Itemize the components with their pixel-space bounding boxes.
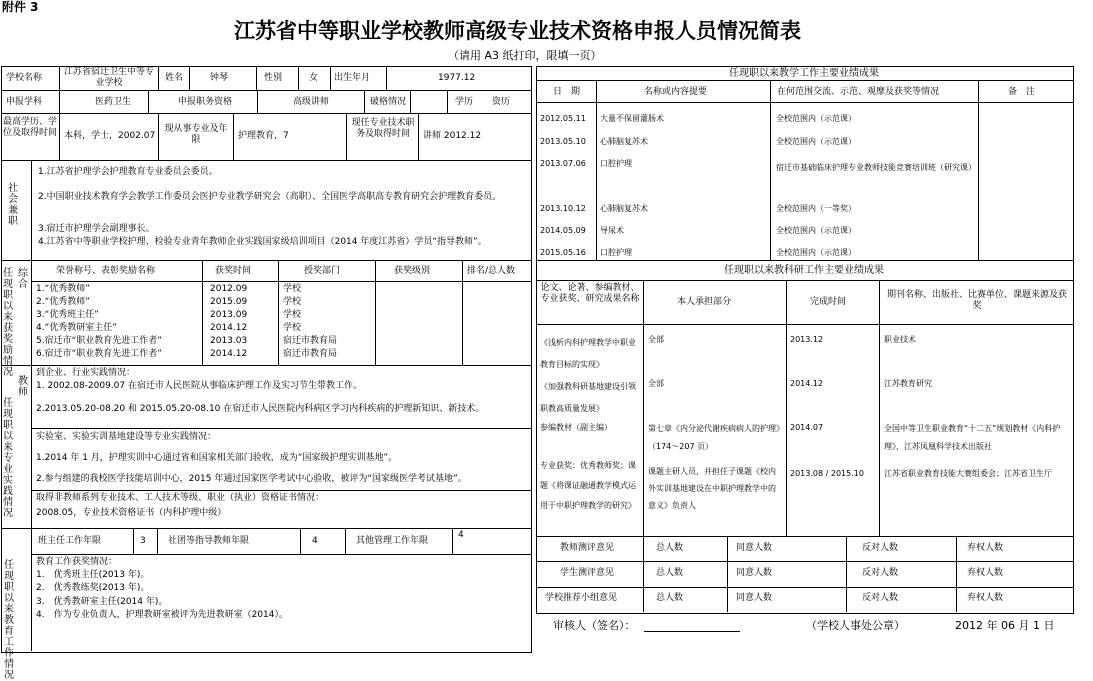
research-header: 期刊名称、出版社、比赛单位、课题来源及获奖 (886, 290, 1067, 312)
teaching-date: 2012.05.11 (540, 114, 586, 123)
opinion-col-total: 总人数 (656, 568, 684, 578)
attachment-label: 附件 3 (2, 0, 39, 14)
award-line: 4. 作为专业负责人，护理教研室被评为先进教研室（2014）。 (36, 610, 288, 620)
teaching-content: 心肺脑复苏术 (600, 137, 648, 146)
opinion-col-agree: 同意人数 (736, 568, 773, 578)
honor-name: 5.宿迁市“职业教育先进工作者” (36, 336, 162, 346)
major-label: 现从事专业及年限 (164, 124, 228, 146)
name-value: 钟琴 (210, 73, 229, 83)
class-value: 3 (140, 536, 146, 546)
teaching-content: 口腔护理 (600, 248, 632, 257)
society-value: 4 (312, 536, 318, 546)
social-side-label: 社会兼职 (8, 183, 18, 227)
teaching-content: 大量不保留灌肠术 (600, 114, 664, 123)
social-line: 2.中国职业技术教育学会教学工作委员会医护专业教学研究会（高职）、全国医学高职高专教育研究会护理教育委员。 (38, 192, 502, 202)
research-header: 本人承担部分 (677, 297, 732, 307)
honors-header: 荣誉称号、表彰奖励名称 (56, 266, 156, 276)
honor-dept: 宿迁市教育局 (283, 336, 338, 346)
opinion-col-against: 反对人数 (862, 568, 899, 578)
teaching-scope: 全校范围内（示范课） (776, 248, 856, 257)
cert-label: 取得非教师系列专业技术、工人技术等级、职业（执业）资格证书情况： (36, 493, 325, 503)
honors-side-label-2: 综合 (18, 268, 28, 290)
gender-label: 性别 (264, 73, 283, 83)
award-label: 教育工作获奖情况： (36, 557, 118, 567)
teaching-date: 2013.07.06 (540, 159, 586, 168)
award-line: 2. 优秀教练奖(2013 年)。 (36, 583, 150, 593)
honors-header: 获奖级别 (394, 266, 431, 276)
page-title: 江苏省中等职业学校教师高级专业技术资格申报人员情况简表 (234, 18, 801, 43)
reviewer-label: 审核人（签名）： (553, 619, 636, 632)
society-label: 社团等指导教师年限 (168, 536, 250, 546)
research-part: 课题主研人员，并担任子课题《校内外实训基地建设在中职护理教学中的意义》负责人 (648, 467, 776, 510)
gender-value: 女 (309, 73, 319, 83)
teaching-date: 2013.10.12 (540, 204, 586, 213)
research-source: 职业技术 (884, 335, 916, 344)
honors-header: 获奖时间 (215, 266, 252, 276)
honor-date: 2014.12 (210, 349, 248, 359)
lab-line: 1.2014 年 1 月，护理实训中心通过省和国家相关部门验收，成为“国家级护理实训基地”。 (36, 453, 398, 463)
hedu-value: 本科，学士，2002.07 (64, 131, 156, 141)
teaching-date: 2013.05.10 (540, 137, 586, 146)
research-name: 参编教材（副主编） (540, 423, 612, 432)
practice-side-label: 任现职以来专业实践情况 (3, 398, 13, 519)
teaching-content: 口腔护理 (600, 159, 632, 168)
honor-dept: 学校 (283, 284, 302, 294)
opinion-label: 学校推荐小组意见 (545, 593, 618, 603)
honor-date: 2013.03 (210, 336, 248, 346)
teaching-header: 在何范围交流、示范、观摩及获奖等情况 (777, 87, 940, 97)
research-source: 江苏教育研究 (884, 379, 932, 388)
research-header: 论文、论著、参编教材、专业获奖、研究成果名称 (540, 283, 640, 305)
research-part: 全部 (648, 379, 664, 388)
signature-line (644, 631, 740, 632)
research-part: 第七章《内分泌代谢疾病病人的护理》（174～207 页） (648, 424, 780, 451)
honor-name: 1.“优秀教师” (36, 284, 90, 294)
social-line: 3.宿迁市护理学会副理事长。 (38, 224, 155, 234)
break-label: 破格情况 (370, 97, 407, 107)
research-time: 2013.12 (790, 335, 824, 344)
teaching-scope: 全校范围内（示范课） (776, 226, 856, 235)
honor-dept: 宿迁市教育局 (283, 349, 338, 359)
teaching-content: 心肺脑复苏术 (600, 204, 648, 213)
opinion-col-abstain: 弃权人数 (967, 593, 1004, 603)
research-header: 完成时间 (810, 297, 847, 307)
enterprise-line: 2.2013.05.20-08.20 和 2015.05.20-08.10 在宿迁市人民医院内科病区学习内科疾病的护理新知识、新技术。 (36, 404, 485, 414)
page-subtitle: （请用 A3 纸打印，限填一页） (448, 49, 602, 62)
teaching-header: 日 期 (553, 87, 581, 97)
research-source: 全国中等卫生职业教育“十二五”规划教材《内科护理》，江苏凤凰科学技术出版社 (884, 424, 1061, 451)
stamp-label: （学校人事处公章） (806, 619, 905, 632)
teaching-header: 备 注 (1008, 87, 1036, 97)
opinion-col-abstain: 弃权人数 (967, 568, 1004, 578)
birth-value: 1977.12 (438, 73, 476, 83)
research-part: 全部 (648, 335, 664, 344)
honor-name: 4.“优秀教研室主任” (36, 323, 117, 333)
other-label: 其他管理工作年限 (356, 536, 429, 546)
honor-date: 2014.12 (210, 323, 248, 333)
practice-side-label-2: 教师 (18, 376, 28, 398)
research-title: 任现职以来教科研工作主要业绩成果 (724, 265, 884, 276)
teaching-scope: 全校范围内（示范课） (776, 137, 856, 146)
other-value: 4 (458, 530, 464, 540)
enterprise-line: 1. 2002.08-2009.07 在宿迁市人民医院从事临床护理工作及实习节生带教工作。 (36, 381, 362, 391)
honor-dept: 学校 (283, 297, 302, 307)
school-label: 学校名称 (6, 73, 43, 83)
teaching-header: 名称或内容提要 (644, 87, 708, 97)
honor-dept: 学校 (283, 323, 302, 333)
honor-date: 2012.09 (210, 284, 248, 294)
subject-value: 医药卫生 (95, 97, 132, 107)
honors-side-label: 任现职以来获奖励情况 (3, 268, 13, 378)
enterprise-label: 到企业、行业实践情况： (36, 368, 136, 378)
honors-header: 授奖部门 (304, 266, 341, 276)
opinion-col-agree: 同意人数 (736, 593, 773, 603)
name-label: 姓名 (165, 73, 184, 83)
research-time: 2014.07 (790, 423, 824, 432)
honor-date: 2015.09 (210, 297, 248, 307)
major-value: 护理教育，7 (238, 131, 289, 141)
teaching-scope: 全校范围内（一等奖） (776, 204, 856, 213)
teaching-scope: 全校范围内（示范课） (776, 114, 856, 123)
title-label: 现任专业技术职务及取得时间 (351, 118, 415, 140)
honor-name: 2.“优秀教师” (36, 297, 90, 307)
opinion-col-total: 总人数 (656, 543, 684, 553)
opinion-col-abstain: 弃权人数 (967, 543, 1004, 553)
opinion-col-total: 总人数 (656, 593, 684, 603)
teaching-date: 2015.05.16 (540, 248, 586, 257)
research-time: 2013.08 / 2015.10 (790, 469, 864, 478)
research-name: 《加强教科研基地建设引领职教高质量发展》 (540, 382, 636, 413)
education-side-label: 任现职以来教育工作情况 (4, 560, 14, 681)
research-time: 2014.12 (790, 379, 824, 388)
research-name: 《浅析内科护理教学中职业教育目标的实现》 (540, 338, 636, 369)
title-value: 讲师 2012.12 (423, 131, 482, 141)
footer-date: 2012 年 06 月 1 日 (955, 619, 1055, 632)
opinion-col-against: 反对人数 (862, 543, 899, 553)
honor-dept: 学校 (283, 310, 302, 320)
honors-header: 排名/总人数 (467, 266, 516, 276)
teaching-scope: 宿迁市基础临床护理专业教师技能竞赛培训班（研究课） (776, 163, 976, 172)
lab-label: 实验室、实验实训基地建设等专业实践情况： (36, 432, 217, 442)
birth-label: 出生年月 (334, 73, 371, 83)
edu-label: 学历 (455, 97, 474, 107)
honor-name: 6.宿迁市“职业教育先进工作者” (36, 349, 162, 359)
qual-value: 高级讲师 (293, 97, 330, 107)
hedu-label: 最高学历、学位及取得时间 (2, 117, 57, 139)
award-line: 1. 优秀班主任(2013 年)。 (36, 570, 150, 580)
teaching-content: 导尿术 (600, 226, 624, 235)
qual-label: 申报职务资格 (178, 97, 233, 107)
social-line: 1.江苏省护理学会护理教育专业委员会委员。 (38, 167, 218, 177)
opinion-label: 学生测评意见 (560, 568, 615, 578)
social-line: 4.江苏省中等职业学校护理、检验专业青年教师企业实践国家级培训项目（2014 年度江苏省）学员“指导教师”。 (38, 237, 487, 247)
honor-date: 2013.09 (210, 310, 248, 320)
cert-line: 2008.05，专业技术资格证书（内科护理中级） (36, 508, 227, 518)
opinion-col-against: 反对人数 (862, 593, 899, 603)
opinion-label: 教师测评意见 (560, 543, 615, 553)
research-name: 专业获奖：优秀教师奖；课题《将课证融通教学模式运用于中职护理教学的研究》 (540, 461, 636, 510)
lab-line: 2.参与组建的我校医学技能培训中心，2015 年通过国家医学考试中心验收，被评为“国家级医学考试基地”。 (36, 474, 467, 484)
award-line: 3. 优秀教研室主任(2014 年)。 (36, 597, 168, 607)
research-source: 江苏省职业教育技能大赛组委会；江苏省卫生厅 (884, 469, 1052, 478)
class-label: 班主任工作年限 (38, 536, 102, 546)
degree-label: 资历 (492, 97, 511, 107)
teaching-date: 2014.05.09 (540, 226, 586, 235)
teaching-title: 任现职以来教学工作主要业绩成果 (729, 68, 879, 79)
school-value: 江苏省宿迁卫生中等专业学校 (63, 67, 154, 89)
opinion-col-agree: 同意人数 (736, 543, 773, 553)
subject-label: 申报学科 (6, 97, 43, 107)
honor-name: 3.“优秀班主任” (36, 310, 99, 320)
